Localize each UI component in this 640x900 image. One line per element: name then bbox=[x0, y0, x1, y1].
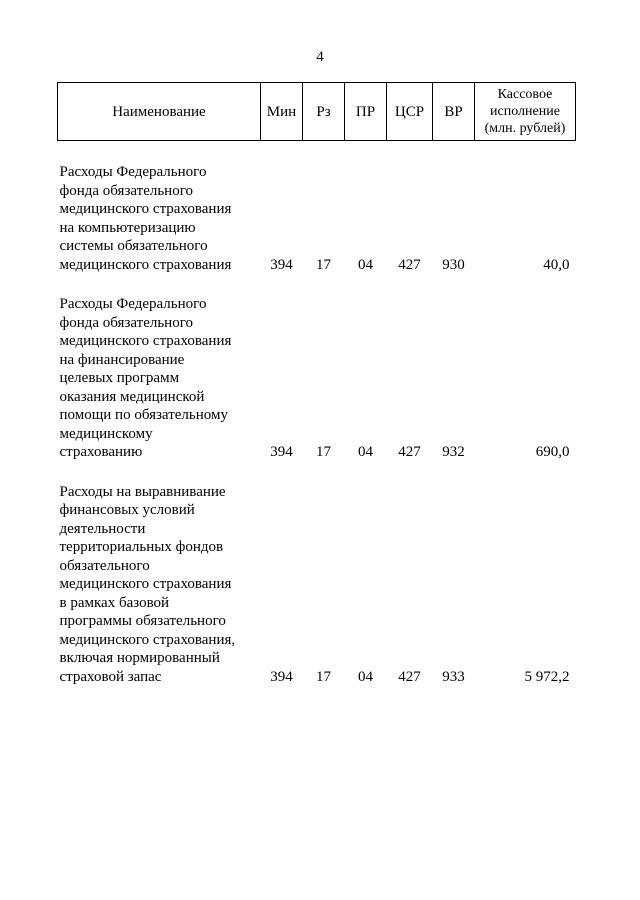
row-name-line: медицинского страхования bbox=[59, 576, 232, 592]
row-vr: 933 bbox=[442, 668, 465, 685]
row-name-line: системы обязательного bbox=[59, 238, 208, 254]
row-name bbox=[58, 462, 261, 687]
row-amount: 690,0 bbox=[535, 444, 570, 460]
table-row bbox=[58, 274, 576, 462]
row-name-line: страхованию bbox=[59, 444, 143, 460]
table-header bbox=[58, 83, 576, 141]
row-min: 394 bbox=[270, 256, 293, 273]
row-name-line: медицинскому bbox=[59, 425, 153, 442]
header-rz: Рз bbox=[303, 83, 345, 141]
row-csr: 427 bbox=[398, 668, 421, 685]
row-rz: 17 bbox=[316, 668, 331, 685]
header-amount-line-1: Кассовое bbox=[497, 87, 553, 102]
row-min: 394 bbox=[270, 668, 293, 685]
row-name-line: Расходы на выравнивание bbox=[59, 483, 226, 500]
row-amount: 5 972,2 bbox=[524, 668, 570, 685]
table-body bbox=[58, 141, 576, 687]
row-name-line: страховой запас bbox=[59, 668, 162, 685]
row-min: 394 bbox=[270, 444, 293, 460]
row-rz: 17 bbox=[316, 444, 331, 460]
row-name-line: территориальных фондов bbox=[59, 539, 224, 555]
row-name-line: программы обязательного bbox=[59, 613, 226, 629]
row-name-line: медицинского страхования, bbox=[59, 631, 236, 648]
header-amount-line-2: исполнение bbox=[490, 104, 560, 119]
header-amount bbox=[475, 83, 576, 141]
row-name-line: в рамках базовой bbox=[59, 594, 170, 611]
row-amount: 40,0 bbox=[543, 256, 570, 273]
row-name bbox=[58, 274, 261, 462]
row-name-line: финансовых условий bbox=[59, 502, 195, 518]
row-name-line: оказания медицинской bbox=[59, 388, 205, 405]
row-name-line: на финансирование bbox=[59, 351, 185, 368]
row-name-line: медицинского страхования bbox=[59, 333, 232, 349]
row-name-line: деятельности bbox=[59, 520, 146, 537]
row-name-line: медицинского страхования bbox=[59, 201, 232, 217]
row-rz: 17 bbox=[316, 256, 331, 273]
row-pr: 04 bbox=[358, 444, 373, 460]
row-name-line: на компьютеризацию bbox=[59, 219, 196, 236]
row-vr: 932 bbox=[442, 444, 465, 460]
budget-table bbox=[57, 82, 576, 686]
row-name-line: медицинского страхования bbox=[59, 256, 232, 273]
row-name-line: фонда обязательного bbox=[59, 182, 193, 199]
row-name-line: включая нормированный bbox=[59, 650, 220, 666]
table-row bbox=[58, 462, 576, 687]
header-min: Мин bbox=[261, 83, 303, 141]
row-csr: 427 bbox=[398, 444, 421, 460]
row-name-line: фонда обязательного bbox=[59, 314, 193, 331]
row-name-line: целевых программ bbox=[59, 370, 180, 386]
row-name-line: обязательного bbox=[59, 557, 150, 574]
row-vr: 930 bbox=[442, 256, 465, 273]
header-pr: ПР bbox=[345, 83, 387, 141]
row-name-line: Расходы Федерального bbox=[59, 296, 207, 312]
table-row bbox=[58, 141, 576, 275]
row-pr: 04 bbox=[358, 668, 373, 685]
header-name: Наименование bbox=[58, 83, 261, 141]
page-number: 4 bbox=[316, 49, 324, 65]
row-name bbox=[58, 141, 261, 275]
header-vr: ВР bbox=[433, 83, 475, 141]
row-name-line: Расходы Федерального bbox=[59, 164, 207, 180]
header-csr: ЦСР bbox=[387, 83, 433, 141]
row-csr: 427 bbox=[398, 256, 421, 273]
header-row bbox=[58, 83, 576, 141]
row-pr: 04 bbox=[358, 256, 373, 273]
row-name-line: помощи по обязательному bbox=[59, 407, 228, 423]
header-amount-line-3: (млн. рублей) bbox=[484, 121, 566, 136]
